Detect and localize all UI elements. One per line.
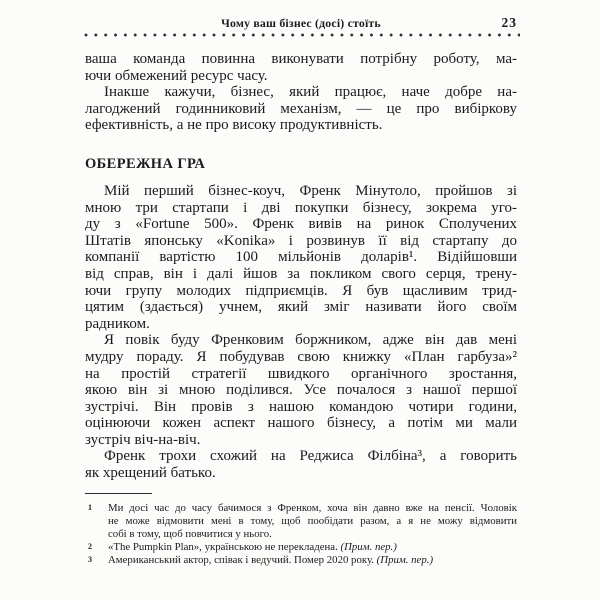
footnote-2 bbox=[85, 541, 517, 554]
text-line: зустрічі. Він провів з нашою командою чотири години, bbox=[85, 398, 517, 415]
footnote-1-marker: 1 bbox=[88, 502, 92, 512]
text-line: ваша команда повинна виконувати потрібну роботу, ма- bbox=[85, 51, 517, 67]
text-line: ючи обмежений ресурс часу. bbox=[85, 67, 268, 84]
body-text bbox=[85, 51, 517, 482]
footnote-2-body: «The Pumpkin Plan», українською не перекладена. bbox=[108, 540, 341, 553]
footnote-3-text bbox=[108, 554, 517, 567]
footnote-1 bbox=[85, 502, 517, 541]
text-line: Френк трохи схожий на Реджиса Філбіна³, а говорить bbox=[104, 448, 517, 465]
footnote-2-text bbox=[108, 541, 517, 554]
text-line: Мій перший бізнес-коуч, Френк Мінутоло, пройшов зі bbox=[104, 182, 517, 199]
text-line: Інакше кажучи, бізнес, який працює, наче добре на- bbox=[104, 84, 517, 101]
text-line: як хрещений батько. bbox=[85, 465, 216, 482]
footnote-2-marker: 2 bbox=[88, 541, 92, 551]
text-line: радником. bbox=[85, 315, 150, 332]
running-header bbox=[85, 17, 517, 30]
footnote-3-marker: 3 bbox=[88, 554, 92, 564]
paragraph bbox=[85, 84, 517, 134]
text-line: ючи групу молодих підприємців. Я був щасливим трид- bbox=[85, 282, 517, 299]
paragraph bbox=[85, 332, 517, 448]
text-line: собі в тому, щоб повчитися у нього. bbox=[108, 527, 272, 540]
text-line: оцінюючи кожен аспект нашого бізнесу, а потім ми мали bbox=[85, 415, 517, 432]
footnote-separator bbox=[85, 493, 152, 494]
text-line: зустріч віч-на-віч. bbox=[85, 431, 201, 448]
text-line: якою він зі мною поділився. Усе почалося з нашої першої bbox=[85, 382, 517, 399]
footnote-3-translator-note: (Прим. пер.) bbox=[376, 553, 434, 566]
section-heading: ОБЕРЕЖНА ГРА bbox=[85, 155, 206, 172]
paragraph bbox=[85, 448, 517, 481]
paragraph bbox=[85, 51, 517, 84]
running-header-title: Чому ваш бізнес (досі) стоїть bbox=[221, 16, 381, 30]
text-line: Штатів японську «Konika» і розвинув її від стартапу до bbox=[85, 232, 517, 249]
footnote-1-text bbox=[108, 502, 517, 541]
text-line: не може відмовити мені в тому, щоб пообідати разом, а я не можу відмовити bbox=[108, 514, 517, 527]
footnotes-section bbox=[85, 493, 517, 567]
page-number: 23 bbox=[501, 15, 517, 30]
footnote-2-translator-note: (Прим. пер.) bbox=[340, 540, 397, 553]
text-line: Ми досі час до часу бачимося з Френком, хоча він давно вже на пенсії. Чоловік bbox=[108, 501, 517, 514]
text-line: цятим (здається) учнем, який зміг називати його своїм bbox=[85, 299, 517, 316]
dotted-divider bbox=[84, 33, 520, 37]
text-line: мудру пораду. Я побудував свою книжку «План гарбуза»² bbox=[85, 348, 517, 365]
text-line: мною три стартапи і дві покупки бізнесу, зокрема уго- bbox=[85, 199, 517, 216]
paragraph bbox=[85, 183, 517, 332]
footnote-3-body: Американський актор, співак і ведучий. Помер 2020 року. bbox=[108, 553, 377, 566]
footnote-3 bbox=[85, 554, 517, 567]
text-line: лагоджений годинниковий механізм, — це про вибіркову bbox=[85, 100, 517, 117]
text-line: на простій стратегії швидкого органічного зростання, bbox=[85, 365, 517, 382]
text-line: від справ, він і далі йшов за покликом свого серця, трену- bbox=[85, 265, 517, 282]
text-line: Я повік буду Френковим боржником, адже він дав мені bbox=[104, 332, 517, 349]
page-content bbox=[85, 51, 517, 567]
text-line: компанії вартістю 100 мільйонів доларів¹. Відійшовши bbox=[85, 249, 517, 266]
text-line: ефективність, а не про високу продуктивність. bbox=[85, 117, 383, 134]
text-line: ду з «Fortune 500». Френк вивів на ринок Сполучених bbox=[85, 216, 517, 233]
